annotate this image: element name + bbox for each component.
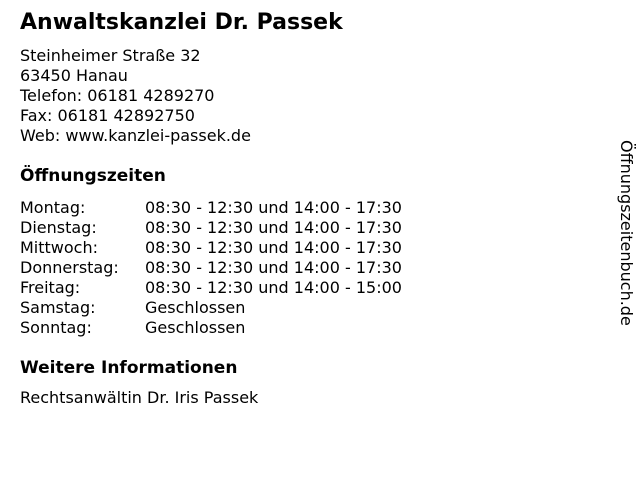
- table-row: [20, 258, 402, 278]
- day-label: Montag:: [20, 198, 86, 217]
- page-title: Anwaltskanzlei Dr. Passek: [20, 10, 343, 35]
- day-label: Dienstag:: [20, 218, 97, 237]
- web-line: [20, 126, 620, 146]
- web-label: Web:: [20, 126, 61, 145]
- opening-hours-table: [20, 198, 402, 338]
- day-hours: 08:30 - 12:30 und 14:00 - 17:30: [145, 198, 402, 217]
- opening-hours-heading: Öffnungszeiten: [20, 166, 166, 186]
- address-street: Steinheimer Straße 32: [20, 46, 201, 65]
- phone-line: [20, 86, 620, 106]
- phone-number: 06181 4289270: [87, 86, 215, 105]
- website-link[interactable]: www.kanzlei-passek.de: [65, 126, 251, 145]
- table-row: [20, 298, 402, 318]
- fax-number: 06181 42892750: [57, 106, 195, 125]
- table-row: [20, 218, 402, 238]
- phone-label: Telefon:: [20, 86, 83, 105]
- day-hours: 08:30 - 12:30 und 14:00 - 15:00: [145, 278, 402, 297]
- day-label: Mittwoch:: [20, 238, 98, 257]
- day-label: Donnerstag:: [20, 258, 119, 277]
- day-label: Samstag:: [20, 298, 96, 317]
- more-info-heading: Weitere Informationen: [20, 358, 238, 378]
- more-info-text: Rechtsanwältin Dr. Iris Passek: [20, 388, 259, 407]
- site-watermark-vertical[interactable]: Öffnungszeitenbuch.de: [617, 140, 636, 326]
- day-hours: Geschlossen: [145, 318, 246, 337]
- day-hours: 08:30 - 12:30 und 14:00 - 17:30: [145, 258, 402, 277]
- address-block: [20, 46, 620, 146]
- day-label: Sonntag:: [20, 318, 92, 337]
- day-hours: Geschlossen: [145, 298, 246, 317]
- table-row: [20, 238, 402, 258]
- address-city: 63450 Hanau: [20, 66, 128, 85]
- table-row: [20, 198, 402, 218]
- fax-label: Fax:: [20, 106, 53, 125]
- day-hours: 08:30 - 12:30 und 14:00 - 17:30: [145, 218, 402, 237]
- table-row: [20, 278, 402, 298]
- day-label: Freitag:: [20, 278, 81, 297]
- day-hours: 08:30 - 12:30 und 14:00 - 17:30: [145, 238, 402, 257]
- fax-line: [20, 106, 620, 126]
- table-row: [20, 318, 402, 338]
